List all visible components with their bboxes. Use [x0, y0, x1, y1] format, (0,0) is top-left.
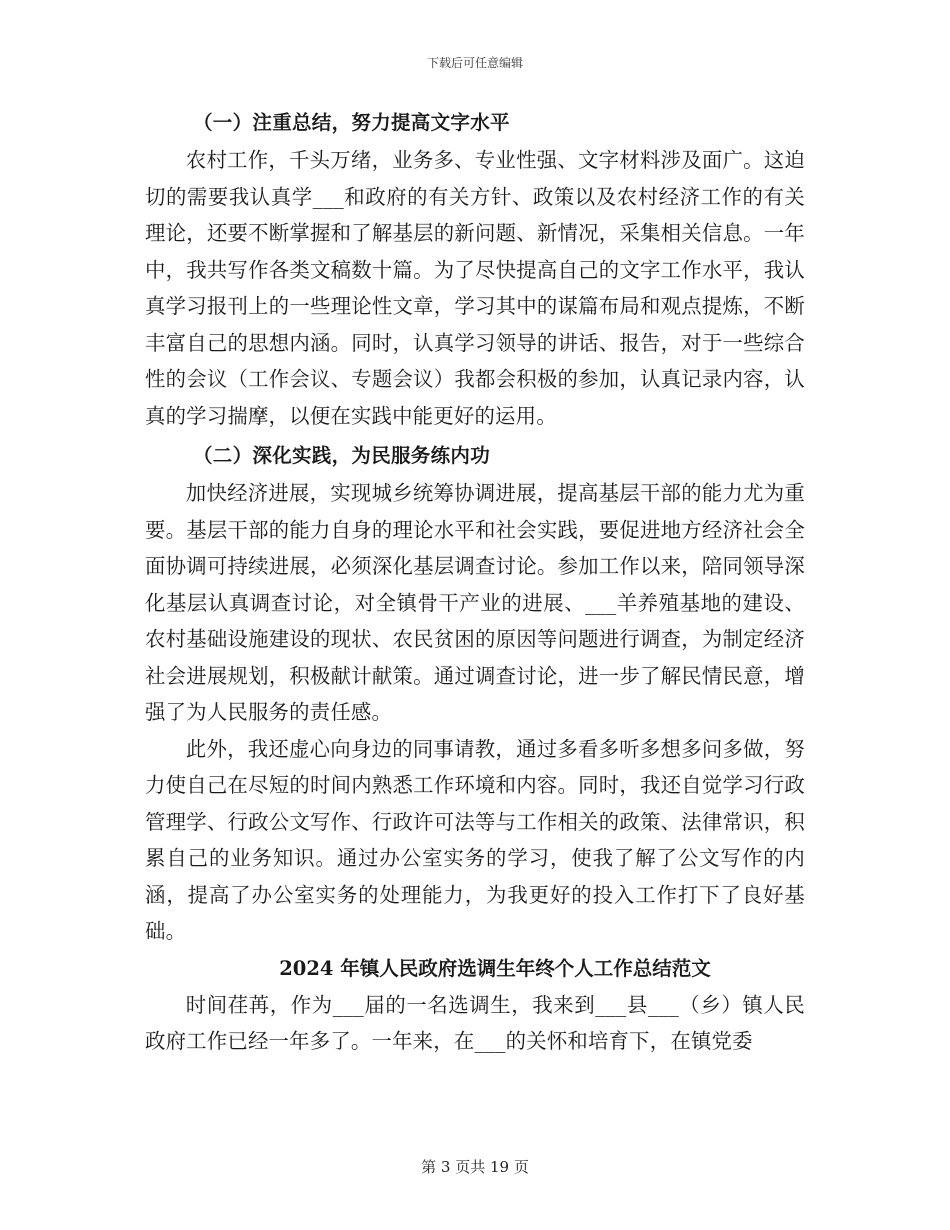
page-footer: 第 3 页共 19 页 [421, 1158, 529, 1176]
section1-paragraph: 农村工作，千头万绪，业务多、专业性强、文字材料涉及面广。这迫切的需要我认真学___和政府的有关方针、政策以及农村经济工作的有关理论，还要不断掌握和了解基层的新问题、新情况，采集相关信息。一年中，我共写作各类文稿数十篇。为了尽快提高自己的文字工作水平，我认真学习报刊上的一些理论性文章，学习其中的谋篇布局和观点提炼，不断丰富自己的思想内涵。同时，认真学习领导的讲话、报告，对于一些综合性的会议（工作会议、专题会议）我都会积极的参加，认真记录内容，认真的学习揣摩，以便在实践中能更好的运用。 [145, 148, 805, 428]
section-heading-1: （一）注重总结，努力提高文字水平 [193, 111, 510, 134]
document-title: 2024 年镇人民政府选调生年终个人工作总结范文 [279, 956, 711, 980]
section2-paragraph-2: 此外，我还虚心向身边的同事请教，通过多看多听多想多问多做，努力使自己在尽短的时间内熟悉工作环境和内容。同时，我还自觉学习行政管理学、行政公文写作、行政许可法等与工作相关的政策、法律常识，积累自己的业务知识。通过办公室实务的学习，使我了解了公文写作的内涵，提高了办公室实务的处理能力，为我更好的投入工作打下了良好基础。 [145, 736, 805, 943]
section3-paragraph: 时间荏苒，作为___届的一名选调生，我来到___县___（乡）镇人民政府工作已经一年多了。一年来，在___的关怀和培育下，在镇党委 [145, 992, 805, 1053]
section2-paragraph-1: 加快经济进展，实现城乡统筹协调进展，提高基层干部的能力尤为重要。基层干部的能力自身的理论水平和社会实践，要促进地方经济社会全面协调可持续进展，必须深化基层调查讨论。参加工作以来，陪同领导深化基层认真调查讨论，对全镇骨干产业的进展、___羊养殖基地的建设、农村基础设施建设的现状、农民贫困的原因等问题进行调查，为制定经济社会进展规划，积极献计献策。通过调查讨论，进一步了解民情民意，增强了为人民服务的责任感。 [145, 481, 805, 724]
document-body [145, 104, 805, 1060]
page-header: 下载后可任意编辑 [426, 56, 523, 70]
section-heading-2: （二）深化实践，为民服务练内功 [193, 444, 491, 467]
